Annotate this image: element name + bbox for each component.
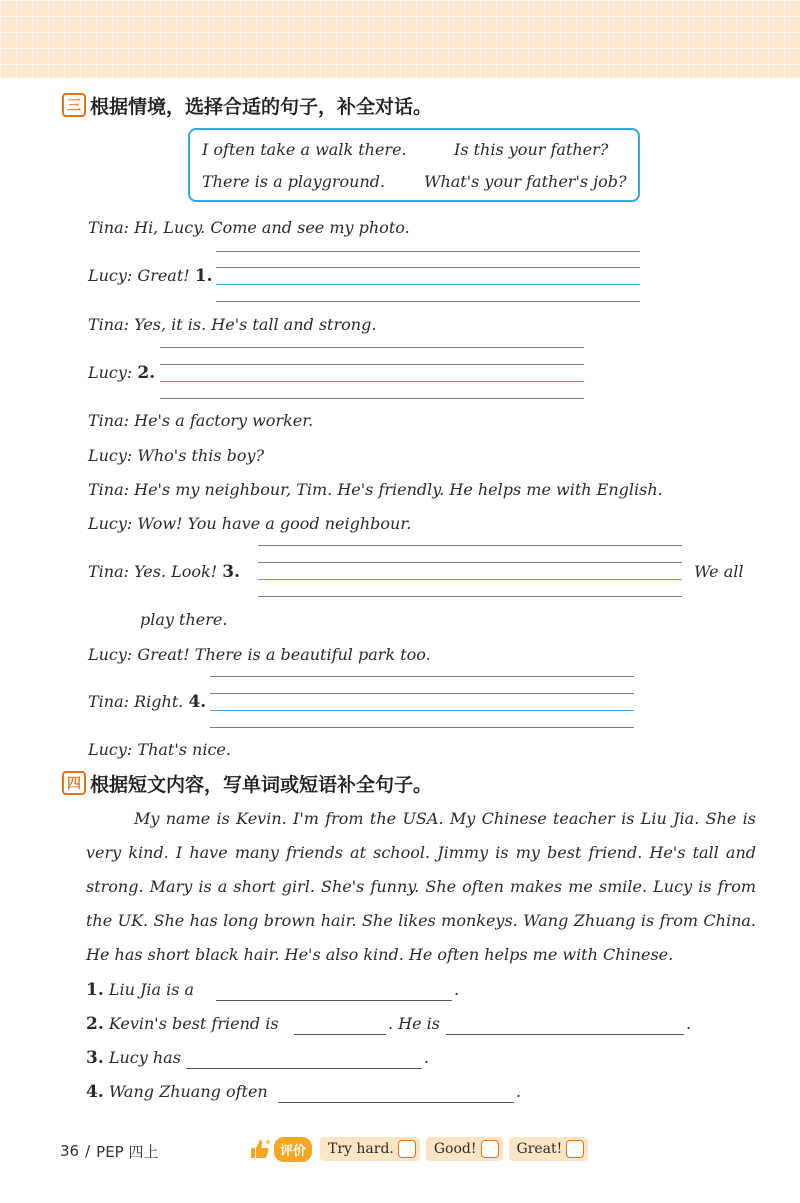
- question-4-end: .: [516, 1082, 522, 1101]
- option-2: Is this your father?: [454, 140, 609, 159]
- option-1: I often take a walk there.: [202, 140, 407, 159]
- section-3-badge: 三: [62, 93, 86, 117]
- question-4-blank[interactable]: [278, 1102, 514, 1103]
- eval-try-hard: Try hard.: [320, 1137, 420, 1161]
- page-number: 36: [60, 1142, 80, 1160]
- dialogue-line: Tina: Yes. Look! 3.: [88, 562, 240, 582]
- writing-line: [210, 676, 634, 677]
- writing-line: [216, 267, 640, 268]
- eval-good: Good!: [426, 1137, 503, 1161]
- option-4: What's your father's job?: [424, 172, 627, 191]
- answer-2-line[interactable]: [160, 381, 584, 382]
- dialogue-line: Lucy: Who's this boy?: [88, 446, 265, 465]
- question-2: 2. Kevin's best friend is: [86, 1014, 279, 1034]
- question-2-blank-a[interactable]: [294, 1034, 386, 1035]
- section-3-title: [62, 92, 432, 118]
- checkbox-icon[interactable]: [481, 1140, 499, 1158]
- section-3-title-text: 根据情境，选择合适的句子，补全对话。: [90, 95, 433, 118]
- question-4: 4. Wang Zhuang often: [86, 1082, 268, 1102]
- footer-separator: /: [85, 1142, 91, 1160]
- dialogue-line: Lucy: Wow! You have a good neighbour.: [88, 514, 412, 533]
- dialogue-line: Tina: He's a factory worker.: [88, 411, 314, 430]
- question-3-blank[interactable]: [186, 1068, 422, 1069]
- reading-passage: My name is Kevin. I'm from the USA. My Chinese teacher is Liu Jia. She is very kind. I have many friends at school. Jimmy is my best friend. He's tall and strong. Mary is a short girl. She's funny. She often makes me smile. Lucy is from the UK. She has long brown hair. She likes monkeys. Wang Zhuang is from China. He has short black hair. He's also kind. He often helps me with Chinese.: [86, 809, 756, 964]
- writing-line: [216, 251, 640, 252]
- dialogue-line: play there.: [140, 610, 228, 629]
- eval-great: Great!: [509, 1137, 589, 1161]
- writing-line: [210, 727, 634, 728]
- checkbox-icon[interactable]: [398, 1140, 416, 1158]
- dialogue-line: Lucy: 2.: [88, 363, 156, 383]
- dialogue-line: Lucy: Great! 1.: [88, 266, 213, 286]
- question-3-end: .: [424, 1048, 430, 1067]
- writing-line: [160, 347, 584, 348]
- dialogue-line-end: We all: [694, 562, 744, 581]
- writing-line: [216, 301, 640, 302]
- section-4-badge: 四: [62, 771, 86, 795]
- dialogue-line: Tina: Right. 4.: [88, 692, 207, 712]
- top-decorative-band: [0, 0, 800, 78]
- dialogue-line: Tina: Yes, it is. He's tall and strong.: [88, 315, 377, 334]
- dialogue-line: Tina: He's my neighbour, Tim. He's friendly. He helps me with English.: [88, 480, 663, 499]
- question-3: 3. Lucy has: [86, 1048, 181, 1068]
- writing-line: [160, 364, 584, 365]
- dialogue-line: Lucy: That's nice.: [88, 740, 231, 759]
- book-label: PEP 四上: [96, 1142, 159, 1161]
- evaluation-bar: [248, 1134, 594, 1164]
- question-2-end: .: [686, 1014, 692, 1033]
- question-2-mid: . He is: [388, 1014, 441, 1033]
- answer-1-line[interactable]: [216, 284, 640, 285]
- writing-line: [258, 562, 682, 563]
- answer-3-line[interactable]: [258, 579, 682, 580]
- section-4-title-text: 根据短文内容，写单词或短语补全句子。: [90, 773, 433, 796]
- sentence-options-box: [188, 128, 640, 202]
- question-1-end: .: [454, 980, 460, 999]
- question-1-blank[interactable]: [216, 1000, 452, 1001]
- section-4-title: [62, 770, 432, 796]
- question-1: 1. Liu Jia is a: [86, 980, 195, 1000]
- question-2-blank-b[interactable]: [446, 1034, 684, 1035]
- writing-line: [258, 545, 682, 546]
- thumbs-up-icon: [248, 1138, 272, 1160]
- writing-line: [160, 398, 584, 399]
- answer-4-line[interactable]: [210, 710, 634, 711]
- option-3: There is a playground.: [202, 172, 386, 191]
- page-footer: [60, 1140, 159, 1162]
- evaluation-label: 评价: [274, 1137, 312, 1162]
- writing-line: [258, 596, 682, 597]
- writing-line: [210, 693, 634, 694]
- dialogue-line: Lucy: Great! There is a beautiful park too.: [88, 645, 431, 664]
- checkbox-icon[interactable]: [566, 1140, 584, 1158]
- dialogue-line: Tina: Hi, Lucy. Come and see my photo.: [88, 218, 410, 237]
